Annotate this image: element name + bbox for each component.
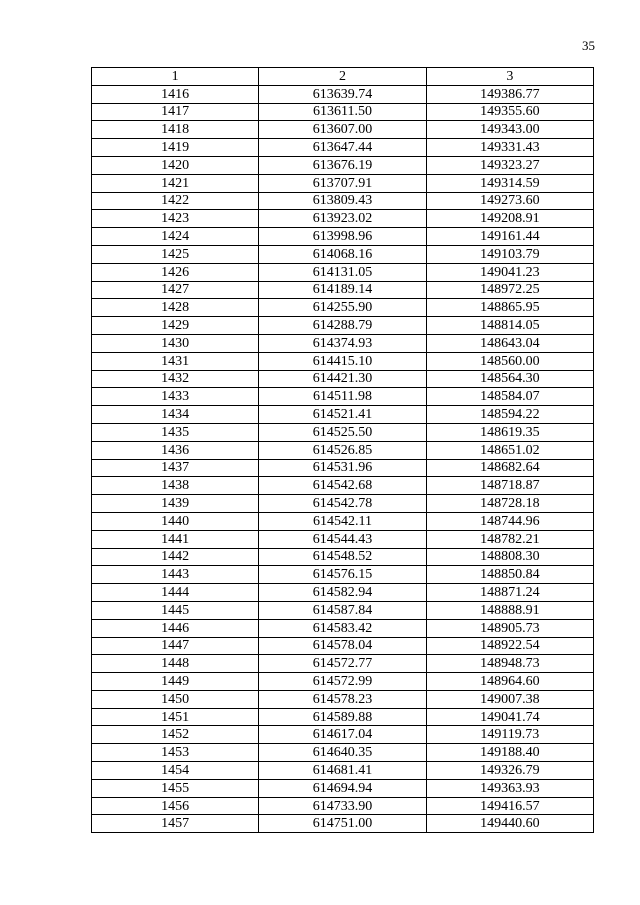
table-cell-col-1: 1425 [92,245,259,263]
table-cell-col-2: 614415.10 [259,352,426,370]
table-cell-col-1: 1416 [92,85,259,103]
table-cell-col-1: 1435 [92,423,259,441]
table-row [92,245,594,263]
table-row [92,334,594,352]
table-cell-col-1: 1454 [92,762,259,780]
table-cell-col-3: 148619.35 [426,423,593,441]
table-cell-col-1: 1421 [92,174,259,192]
table-cell-col-1: 1438 [92,477,259,495]
table-cell-col-3: 148643.04 [426,334,593,352]
table-cell-col-1: 1446 [92,619,259,637]
table-cell-col-2: 613707.91 [259,174,426,192]
table-row [92,512,594,530]
table-cell-col-2: 614189.14 [259,281,426,299]
page-number: 35 [582,38,595,53]
table-cell-col-3: 148814.05 [426,317,593,335]
table-cell-col-2: 614694.94 [259,779,426,797]
table-cell-col-3: 149440.60 [426,815,593,833]
table-cell-col-3: 148948.73 [426,655,593,673]
table-cell-col-1: 1455 [92,779,259,797]
table-cell-col-1: 1448 [92,655,259,673]
table-row [92,655,594,673]
table-cell-col-1: 1451 [92,708,259,726]
table-cell-col-1: 1439 [92,495,259,513]
table-cell-col-1: 1424 [92,228,259,246]
table-cell-col-3: 149326.79 [426,762,593,780]
table-row [92,797,594,815]
table-cell-col-1: 1445 [92,601,259,619]
table-cell-col-1: 1450 [92,690,259,708]
table-cell-col-2: 614255.90 [259,299,426,317]
column-header-2: 2 [259,68,426,86]
coordinates-table [91,67,594,833]
table-row [92,584,594,602]
table-cell-col-3: 148808.30 [426,548,593,566]
table-row [92,726,594,744]
table-cell-col-3: 148594.22 [426,406,593,424]
table-cell-col-2: 613639.74 [259,85,426,103]
table-cell-col-1: 1431 [92,352,259,370]
table-row [92,406,594,424]
table-cell-col-2: 614525.50 [259,423,426,441]
table-cell-col-2: 614617.04 [259,726,426,744]
table-row [92,744,594,762]
table-cell-col-2: 614521.41 [259,406,426,424]
table-row [92,388,594,406]
table-cell-col-1: 1453 [92,744,259,762]
table-cell-col-2: 614288.79 [259,317,426,335]
table-cell-col-1: 1423 [92,210,259,228]
table-cell-col-1: 1430 [92,334,259,352]
table-cell-col-3: 149103.79 [426,245,593,263]
table-cell-col-3: 148972.25 [426,281,593,299]
table-cell-col-1: 1442 [92,548,259,566]
table-row [92,548,594,566]
table-cell-col-3: 148871.24 [426,584,593,602]
table-cell-col-1: 1422 [92,192,259,210]
table-row [92,566,594,584]
table-cell-col-2: 614421.30 [259,370,426,388]
table-cell-col-3: 149208.91 [426,210,593,228]
table-cell-col-2: 613676.19 [259,156,426,174]
table-cell-col-2: 614681.41 [259,762,426,780]
table-row [92,263,594,281]
table-cell-col-1: 1444 [92,584,259,602]
table-cell-col-1: 1419 [92,139,259,157]
table-cell-col-2: 614583.42 [259,619,426,637]
table-cell-col-2: 614582.94 [259,584,426,602]
table-row [92,192,594,210]
table-cell-col-2: 614751.00 [259,815,426,833]
table-row [92,779,594,797]
table-row [92,495,594,513]
table-row [92,762,594,780]
table-cell-col-1: 1428 [92,299,259,317]
table-cell-col-2: 614544.43 [259,530,426,548]
table-cell-col-3: 148564.30 [426,370,593,388]
table-cell-col-3: 148560.00 [426,352,593,370]
table-cell-col-2: 613809.43 [259,192,426,210]
table-cell-col-1: 1441 [92,530,259,548]
table-cell-col-1: 1433 [92,388,259,406]
column-header-1: 1 [92,68,259,86]
table-cell-col-1: 1420 [92,156,259,174]
table-cell-col-2: 614572.77 [259,655,426,673]
table-row [92,103,594,121]
table-row [92,619,594,637]
table-cell-col-3: 148964.60 [426,673,593,691]
table-row [92,637,594,655]
table-cell-col-2: 614548.52 [259,548,426,566]
table-row [92,601,594,619]
table-cell-col-2: 613607.00 [259,121,426,139]
table-cell-col-2: 614733.90 [259,797,426,815]
table-cell-col-1: 1427 [92,281,259,299]
table-cell-col-3: 149323.27 [426,156,593,174]
table-row [92,815,594,833]
table-cell-col-3: 149273.60 [426,192,593,210]
table-cell-col-3: 149331.43 [426,139,593,157]
table-cell-col-2: 614572.99 [259,673,426,691]
table-cell-col-2: 614589.88 [259,708,426,726]
table-cell-col-1: 1436 [92,441,259,459]
table-cell-col-3: 149363.93 [426,779,593,797]
table-row [92,477,594,495]
table-cell-col-3: 148728.18 [426,495,593,513]
table-cell-col-2: 613923.02 [259,210,426,228]
table-cell-col-2: 614578.23 [259,690,426,708]
table-cell-col-1: 1432 [92,370,259,388]
table-cell-col-3: 149416.57 [426,797,593,815]
table-row [92,210,594,228]
table-cell-col-2: 613998.96 [259,228,426,246]
table-cell-col-1: 1417 [92,103,259,121]
table-row [92,530,594,548]
table-row [92,85,594,103]
table-cell-col-1: 1449 [92,673,259,691]
table-cell-col-3: 149355.60 [426,103,593,121]
table-cell-col-3: 148682.64 [426,459,593,477]
table-cell-col-1: 1418 [92,121,259,139]
table-cell-col-3: 148888.91 [426,601,593,619]
table-body [92,85,594,832]
table-cell-col-2: 614542.11 [259,512,426,530]
header-row [92,68,594,86]
table-cell-col-2: 613611.50 [259,103,426,121]
table-row [92,423,594,441]
table-cell-col-2: 614576.15 [259,566,426,584]
table-cell-col-3: 148718.87 [426,477,593,495]
table-row [92,690,594,708]
table-row [92,370,594,388]
table-cell-col-3: 149314.59 [426,174,593,192]
table-cell-col-2: 614131.05 [259,263,426,281]
table-cell-col-2: 614578.04 [259,637,426,655]
table-cell-col-2: 614531.96 [259,459,426,477]
table-cell-col-3: 149188.40 [426,744,593,762]
table-cell-col-2: 614587.84 [259,601,426,619]
table-cell-col-3: 148744.96 [426,512,593,530]
table-cell-col-2: 614542.68 [259,477,426,495]
table-cell-col-1: 1429 [92,317,259,335]
table-cell-col-3: 149161.44 [426,228,593,246]
table-row [92,352,594,370]
table-cell-col-1: 1452 [92,726,259,744]
table-cell-col-3: 148865.95 [426,299,593,317]
table-row [92,228,594,246]
table-cell-col-3: 148922.54 [426,637,593,655]
table-cell-col-3: 149343.00 [426,121,593,139]
table-cell-col-3: 149386.77 [426,85,593,103]
table-cell-col-1: 1447 [92,637,259,655]
table-row [92,673,594,691]
table-cell-col-2: 614511.98 [259,388,426,406]
table-row [92,317,594,335]
table-cell-col-3: 149041.23 [426,263,593,281]
table-row [92,708,594,726]
table-row [92,441,594,459]
table-cell-col-3: 148850.84 [426,566,593,584]
table-header [92,68,594,86]
table-cell-col-2: 614640.35 [259,744,426,762]
table-cell-col-1: 1443 [92,566,259,584]
column-header-3: 3 [426,68,593,86]
table-row [92,281,594,299]
table-cell-col-3: 148782.21 [426,530,593,548]
table-cell-col-3: 148905.73 [426,619,593,637]
table-cell-col-1: 1456 [92,797,259,815]
table-cell-col-1: 1434 [92,406,259,424]
table-cell-col-2: 614374.93 [259,334,426,352]
table-cell-col-2: 614526.85 [259,441,426,459]
table-cell-col-3: 149041.74 [426,708,593,726]
table-cell-col-2: 614542.78 [259,495,426,513]
table-cell-col-3: 148651.02 [426,441,593,459]
table-row [92,156,594,174]
table-cell-col-2: 614068.16 [259,245,426,263]
table-cell-col-1: 1457 [92,815,259,833]
table-cell-col-3: 148584.07 [426,388,593,406]
table-row [92,459,594,477]
table-cell-col-2: 613647.44 [259,139,426,157]
table-cell-col-3: 149119.73 [426,726,593,744]
table-row [92,299,594,317]
table-cell-col-3: 149007.38 [426,690,593,708]
table-row [92,174,594,192]
table-cell-col-1: 1426 [92,263,259,281]
table-cell-col-1: 1437 [92,459,259,477]
table-cell-col-1: 1440 [92,512,259,530]
table-row [92,139,594,157]
table-row [92,121,594,139]
